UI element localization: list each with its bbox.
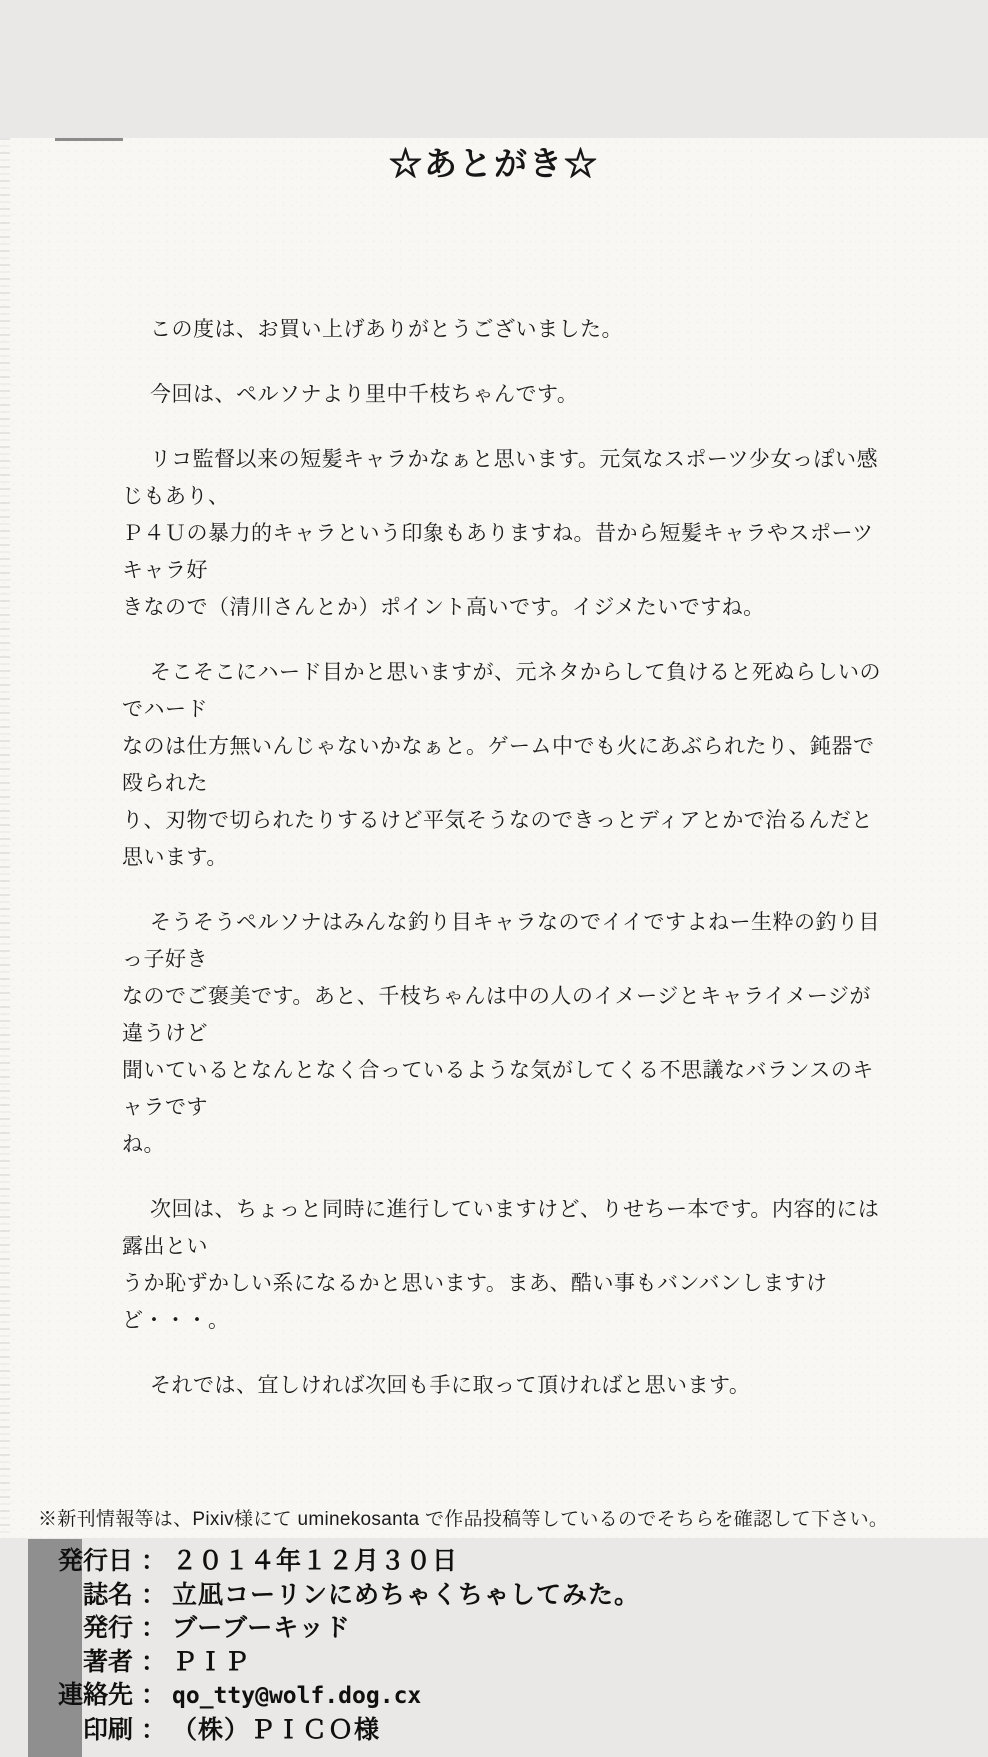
text-line: この度は、お買い上げありがとうございました。 [150, 318, 623, 341]
afterword-page [0, 138, 988, 1744]
text-line: Ｐ４Ｕの暴力的キャラという印象もありますね。昔から短髪キャラやスポーツキャラ好 [122, 522, 874, 582]
colophon-label: 著者 [82, 1647, 133, 1676]
colophon-value: 立凪コーリンにめちゃくちゃしてみた。 [172, 1580, 641, 1609]
colophon-row-book-title [0, 1579, 988, 1613]
text-line: 聞いているとなんとなく合っているような気がしてくる不思議なバランスのキャラです [122, 1059, 874, 1119]
text-line: ね。 [122, 1133, 165, 1156]
colophon [0, 1539, 988, 1757]
colophon-separator: ： [141, 1614, 167, 1642]
text-line: リコ監督以来の短髪キャラかなぁと思います。元気なスポーツ少女っぽい感じもあり、 [122, 448, 879, 508]
paragraph-hardness [122, 654, 888, 876]
colophon-row-publish-date [0, 1545, 988, 1579]
text-line: なのは仕方無いんじゃないかなぁと。ゲーム中でも火にあぶられたり、鈍器で殴られた [122, 735, 875, 795]
colophon-value: （株）ＰＩＣＯ様 [172, 1715, 381, 1744]
text-line: り、刃物で切られたりするけど平気そうなのできっとディアとかで治るんだと思います。 [122, 809, 873, 869]
scan-artifact-top-line [55, 138, 123, 141]
scan-noise-left-edge [0, 138, 10, 1538]
colophon-row-contact [0, 1679, 988, 1714]
colophon-separator: ： [141, 1681, 167, 1709]
text-line: なのでご褒美です。あと、千枝ちゃんは中の人のイメージとキャライメージが違うけど [122, 985, 871, 1045]
text-line: それでは、宜しければ次回も手に取って頂ければと思います。 [150, 1374, 751, 1397]
text-line: 次回は、ちょっと同時に進行していますけど、りせちー本です。内容的には露出とい [122, 1198, 880, 1258]
colophon-separator: ： [141, 1580, 167, 1609]
paragraph-eyes [122, 904, 888, 1163]
colophon-value: ＰＩＰ [172, 1647, 251, 1676]
colophon-separator: ： [141, 1547, 167, 1575]
colophon-row-publisher [0, 1612, 988, 1646]
paragraph-thanks [122, 311, 888, 348]
colophon-value: ２０１４年１２月３０日 [172, 1547, 459, 1575]
colophon-separator: ： [141, 1647, 167, 1676]
colophon-label: 印刷 [82, 1715, 133, 1744]
footer-note: ※新刊情報等は、Pixiv様にて uminekosanta で作品投稿等しているのでそちらを確認して下さい。 [38, 1509, 889, 1530]
text-line: 今回は、ペルソナより里中千枝ちゃんです。 [150, 383, 579, 406]
paragraph-intro [122, 376, 888, 413]
colophon-row-printer [0, 1714, 988, 1748]
text-line: そうそうペルソナはみんな釣り目キャラなのでイイですよねー生粋の釣り目っ子好き [122, 911, 880, 971]
text-line: きなので（清川さんとか）ポイント高いです。イジメたいですね。 [122, 596, 765, 619]
colophon-value: ブーブーキッド [172, 1614, 351, 1642]
text-line: うか恥ずかしい系になるかと思います。まあ、酷い事もバンバンしますけど・・・。 [122, 1272, 828, 1332]
afterword-body [0, 311, 988, 1404]
colophon-label: 連絡先 [57, 1681, 133, 1709]
paragraph-closing [122, 1367, 888, 1404]
paragraph-next-work [122, 1191, 888, 1339]
paragraph-character [122, 441, 888, 626]
colophon-label: 誌名 [82, 1580, 133, 1609]
colophon-value-email: qo_tty@wolf.dog.cx [172, 1683, 422, 1709]
colophon-label: 発行 [82, 1614, 133, 1642]
colophon-label: 発行日 [57, 1547, 133, 1575]
colophon-row-author [0, 1646, 988, 1680]
page-title: ☆あとがき☆ [389, 147, 599, 183]
text-line: そこそこにハード目かと思いますが、元ネタからして負けると死ぬらしいのでハード [122, 661, 881, 721]
colophon-separator: ： [141, 1715, 167, 1744]
